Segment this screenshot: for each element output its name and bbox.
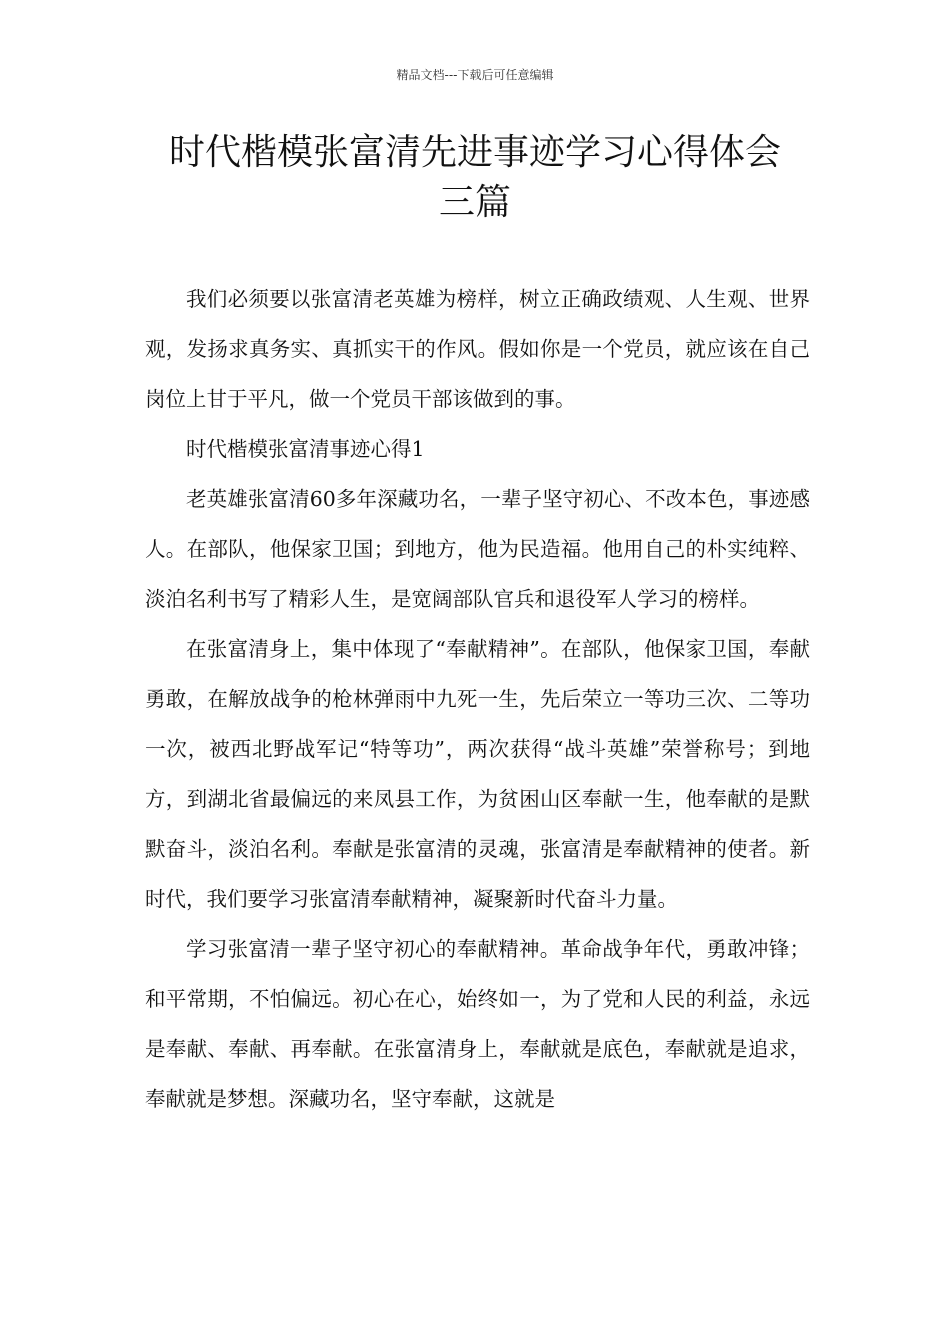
intro-paragraph: 我们必须要以张富清老英雄为榜样，树立正确政绩观、人生观、世界观，发扬求真务实、真抓实干的作风。假如你是一个党员，就应该在自己岗位上甘于平凡，做一个党员干部该做到的事。 <box>145 287 810 411</box>
title-line-1: 时代楷模张富清先进事迹学习心得体会 <box>168 132 781 173</box>
document-body <box>145 274 810 1124</box>
title-line-2: 三篇 <box>438 182 511 223</box>
body-paragraph: 学习张富清一辈子坚守初心的奉献精神。革命战争年代，勇敢冲锋；和平常期，不怕偏远。初心在心，始终如一，为了党和人民的利益，永远是奉献、奉献、再奉献。在张富清身上，奉献就是底色，奉献就是追求，奉献就是梦想。深藏功名，坚守奉献，这就是 <box>145 937 810 1111</box>
header-note: 精品文档---下载后可任意编辑 <box>396 68 554 82</box>
section-heading: 时代楷模张富清事迹心得1 <box>186 437 425 461</box>
document-title <box>100 128 850 228</box>
body-paragraph: 在张富清身上，集中体现了“奉献精神”。在部队，他保家卫国，奉献勇敢，在解放战争的枪林弹雨中九死一生，先后荣立一等功三次、二等功一次，被西北野战军记“特等功”，两次获得“战斗英雄”荣誉称号；到地方，到湖北省最偏远的来凤县工作，为贫困山区奉献一生，他奉献的是默默奋斗，淡泊名利。奉献是张富清的灵魂，张富清是奉献精神的使者。新时代，我们要学习张富清奉献精神，凝聚新时代奋斗力量。 <box>145 637 810 911</box>
body-paragraph: 老英雄张富清60多年深藏功名，一辈子坚守初心、不改本色，事迹感人。在部队，他保家卫国；到地方，他为民造福。他用自己的朴实纯粹、淡泊名利书写了精彩人生，是宽阔部队官兵和退役军人学习的榜样。 <box>145 487 810 611</box>
